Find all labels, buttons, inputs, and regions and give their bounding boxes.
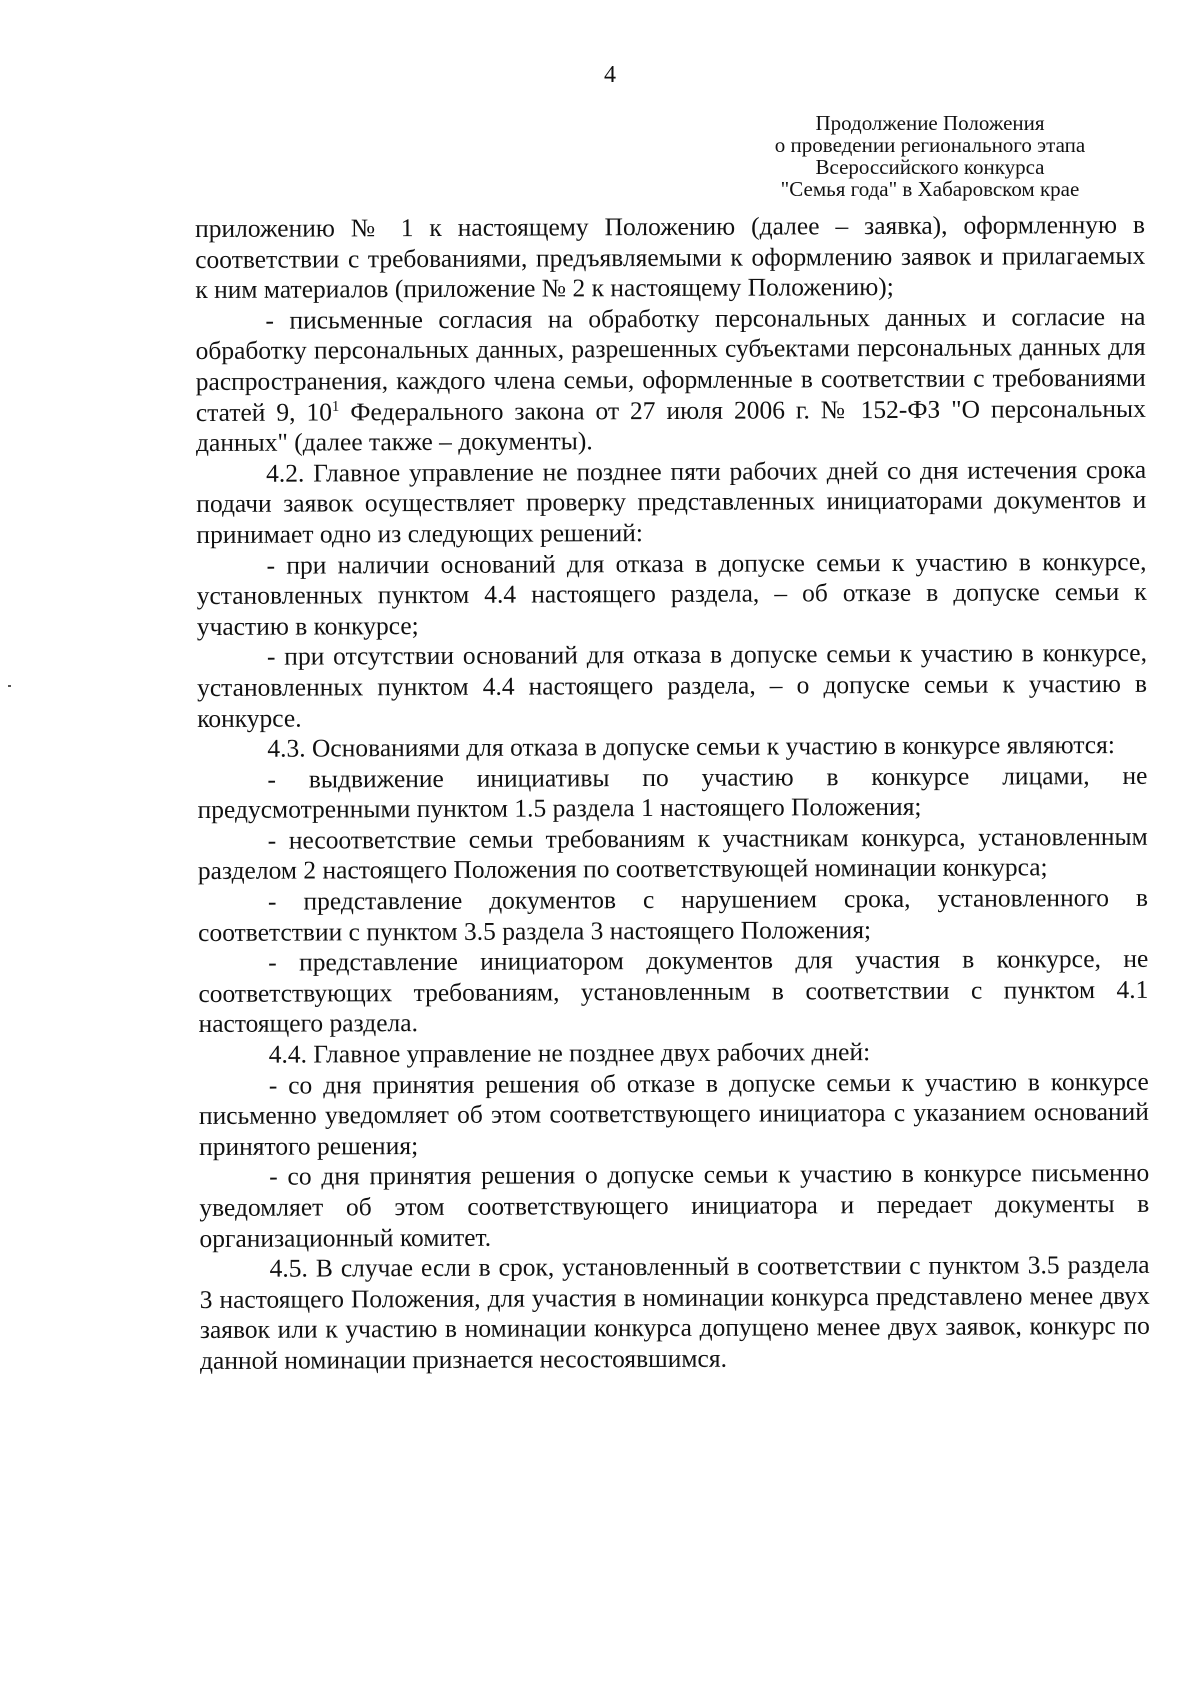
- paragraph-with-footnote: [195, 302, 1146, 459]
- paragraph-text: Федерального закона от 27 июля 2006 г. № 152-ФЗ "О персональных данных" (далее также – документы).: [195, 393, 1146, 458]
- paragraph: 4.3. Основаниями для отказа в допуске семьи к участию в конкурсе являются:: [267, 730, 1115, 763]
- paragraph: - при наличии оснований для отказа в допуске семьи к участию в конкурсе, установленных пунктом 4.4 настоящего раздела, – об отказе в допуске семьи к участию в конкурсе;: [196, 546, 1147, 641]
- paragraph: - представление документов с нарушением срока, установленного в соответствии с пунктом 3.5 раздела 3 настоящего Положения;: [198, 882, 1149, 947]
- page-number: 4: [604, 62, 616, 88]
- paragraph: 4.4. Главное управление не позднее двух рабочих дней:: [268, 1037, 871, 1069]
- paragraph-text: - письменные согласия на обработку персональных данных и согласие на обработку персональных данных, разрешенных субъектами персональных данных для распространения, каждого члена семьи, оформленные в соответствии с требованиями статей 9, 10: [195, 301, 1146, 427]
- document-body: [195, 210, 1150, 1377]
- header-note: [720, 112, 1140, 200]
- paragraph: - при отсутствии оснований для отказа в допуске семьи к участию в конкурсе, установленных пунктом 4.4 настоящего раздела, – о допуске семьи к участию в конкурсе.: [197, 638, 1148, 733]
- scan-speck: [8, 685, 11, 687]
- paragraph: - выдвижение инициативы по участию в конкурсе лицами, не предусмотренными пунктом 1.5 раздела 1 настоящего Положения;: [197, 760, 1148, 825]
- paragraph: - несоответствие семьи требованиям к участникам конкурса, установленным разделом 2 настоящего Положения по соответствующей номинации конкурса;: [197, 821, 1148, 886]
- paragraph: - со дня принятия решения об отказе в допуске семьи к участию в конкурсе письменно уведомляет об этом соответствующего инициатора с указанием оснований принятого решения;: [198, 1066, 1149, 1161]
- paragraph: - представление инициатором документов для участия в конкурсе, не соответствующих требованиям, установленным в соответствии с пунктом 4.1 настоящего раздела.: [198, 944, 1149, 1039]
- paragraph: - со дня принятия решения о допуске семьи к участию в конкурсе письменно уведомляет об этом соответствующего инициатора и передает документы в организационный комитет.: [199, 1158, 1150, 1253]
- header-note-line: о проведении регионального этапа: [774, 133, 1086, 157]
- header-note-line: "Семья года" в Хабаровском крае: [780, 177, 1080, 201]
- superscript-mark: 1: [331, 398, 340, 415]
- paragraph: приложению № 1 к настоящему Положению (далее – заявка), оформленную в соответствии с требованиями, предъявляемыми к оформлению заявок и прилагаемых к ним материалов (приложение № 2 к настоящему Положению);: [195, 209, 1146, 305]
- paragraph: 4.2. Главное управление не позднее пяти рабочих дней со дня истечения срока подачи заявок осуществляет проверку представленных инициаторами документов и принимает одно из следующих решений:: [196, 454, 1147, 549]
- paragraph: 4.5. В случае если в срок, установленный в соответствии с пунктом 3.5 раздела 3 настоящего Положения, для участия в номинации конкурса представлено менее двух заявок или к участию в номинации конкурса допущено менее двух заявок, конкурс по данной номинации признается несостоявшимся.: [199, 1250, 1150, 1375]
- header-note-line: Всероссийского конкурса: [815, 155, 1045, 179]
- header-note-line: Продолжение Положения: [815, 111, 1045, 135]
